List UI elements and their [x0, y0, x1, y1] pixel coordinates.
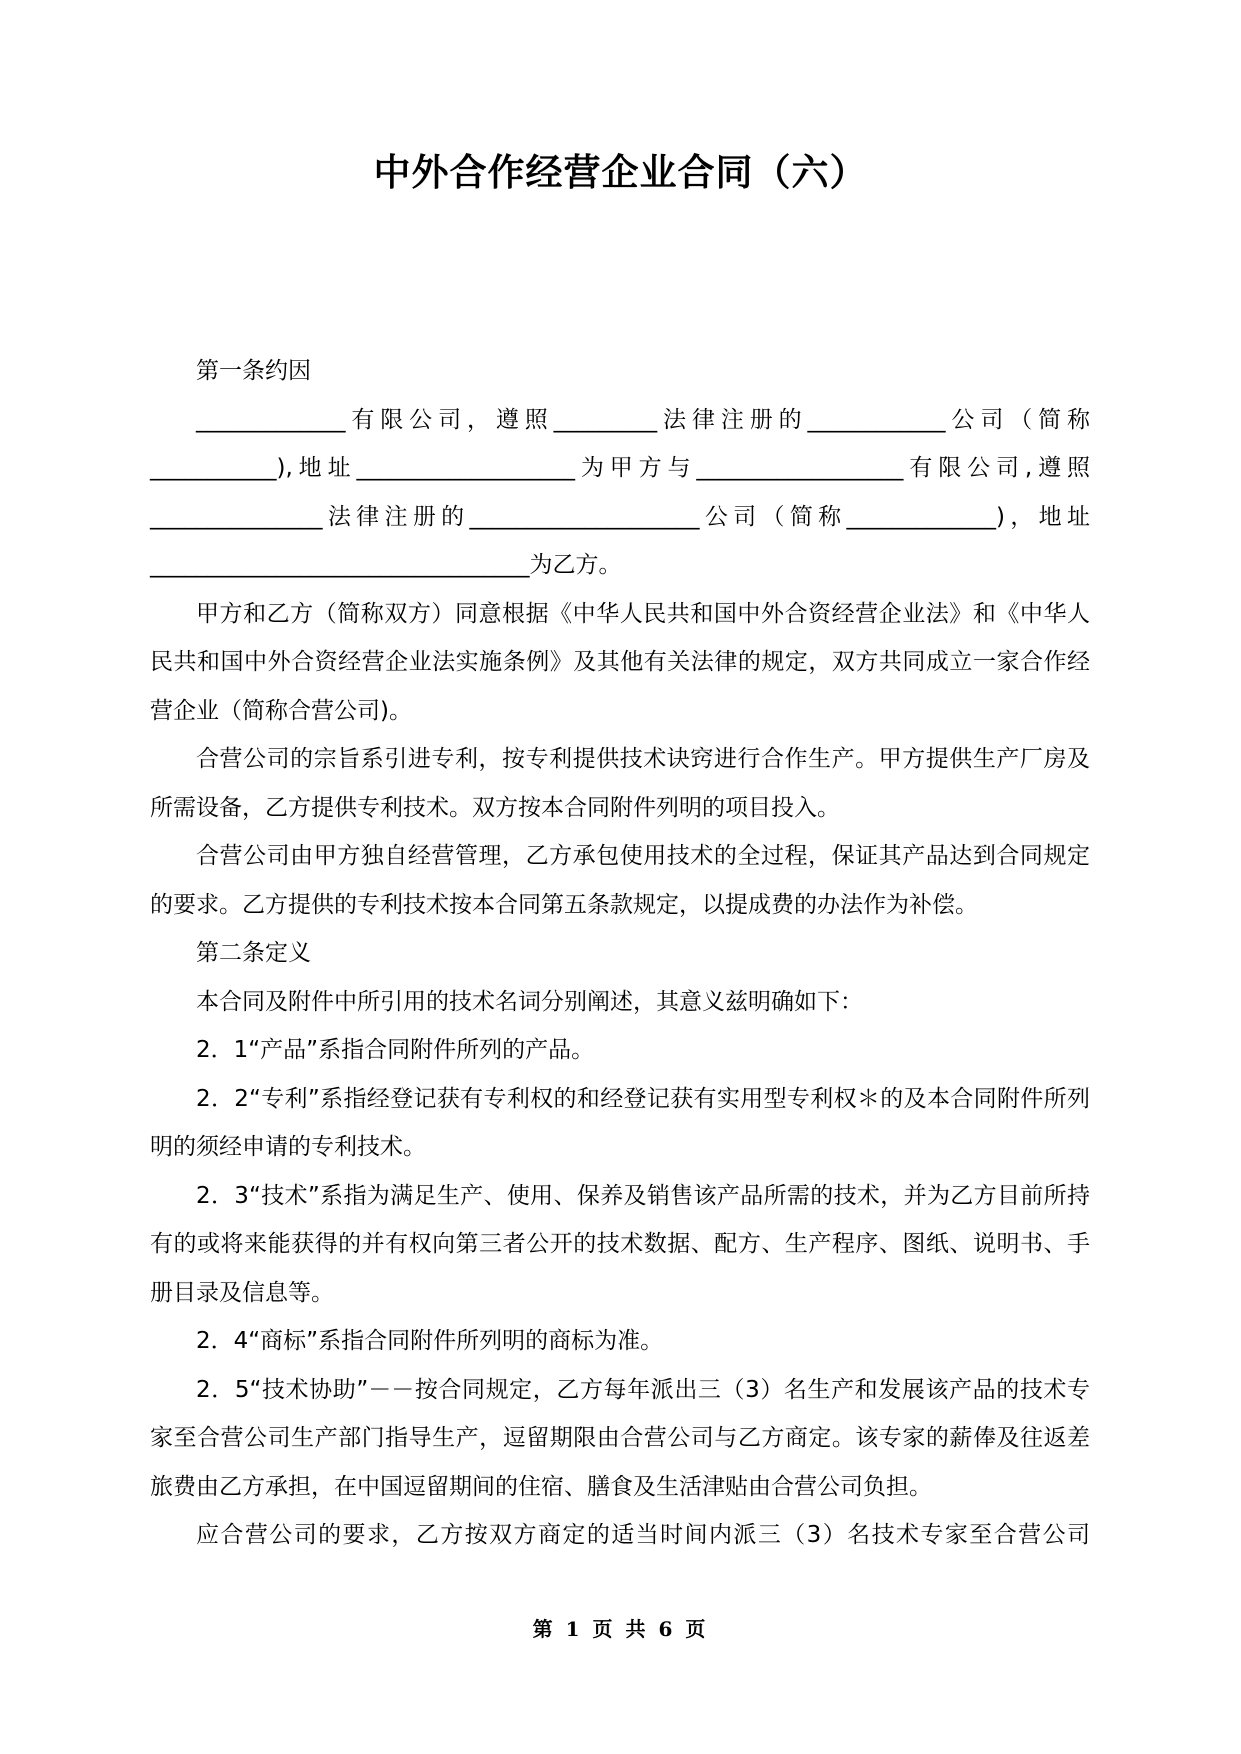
clause: 2．5“技术协助”－－按合同规定，乙方每年派出三（3）名生产和发展该产品的技术专家至合营公司生产部门指导生产，逗留期限由合营公司与乙方商定。该专家的薪俸及往返差旅费由乙方承担，在中国逗留期间的住宿、膳食及生活津贴由合营公司负担。 [150, 1376, 1090, 1500]
paragraph: 本合同及附件中所引用的技术名词分别阐述，其意义兹明确如下： [196, 988, 863, 1015]
paragraph: 合营公司由甲方独自经营管理，乙方承包使用技术的全过程，保证其产品达到合同规定的要求。乙方提供的专利技术按本合同第五条款规定，以提成费的办法作为补偿。 [150, 843, 1090, 918]
clause: 2．4“商标”系指合同附件所列明的商标为准。 [196, 1328, 664, 1354]
document-body [150, 347, 1090, 1560]
clause: 2．1“产品”系指合同附件所列的产品。 [196, 1037, 595, 1063]
article-heading: 第二条定义 [196, 940, 311, 966]
paragraph: 合营公司的宗旨系引进专利，按专利提供技术诀窍进行合作生产。甲方提供生产厂房及所需设备，乙方提供专利技术。双方按本合同附件列明的项目投入。 [150, 746, 1090, 821]
paragraph: 应合营公司的要求，乙方按双方商定的适当时间内派三（3）名技术专家至合营公司 [196, 1522, 1090, 1548]
clause: 2．2“专利”系指经登记获有专利权的和经登记获有实用型专利权＊的及本合同附件所列明的须经申请的专利技术。 [150, 1085, 1090, 1160]
document-title: 中外合作经营企业合同（六） [373, 151, 868, 194]
article-heading: 第一条约因 [196, 358, 311, 384]
page-number: 第 1 页 共 6 页 [532, 1617, 709, 1641]
clause: 2．3“技术”系指为满足生产、使用、保养及销售该产品所需的技术，并为乙方目前所持有的或将来能获得的并有权向第三者公开的技术数据、配方、生产程序、图纸、说明书、手册目录及信息等。 [150, 1182, 1090, 1306]
paragraph: 甲方和乙方（简称双方）同意根据《中华人民共和国中外合资经营企业法》和《中华人民共和国中外合资经营企业法实施条例》及其他有关法律的规定，双方共同成立一家合作经营企业（简称合营公司)。 [150, 600, 1090, 724]
paragraph: _____________有限公司，遵照_________法律注册的____________公司（简称___________),地址___________________为甲方与__________________有限公司,遵照_______________法律注册的____________________公司（简称_____________)，地址_________________________________为乙方。 [150, 406, 1090, 578]
